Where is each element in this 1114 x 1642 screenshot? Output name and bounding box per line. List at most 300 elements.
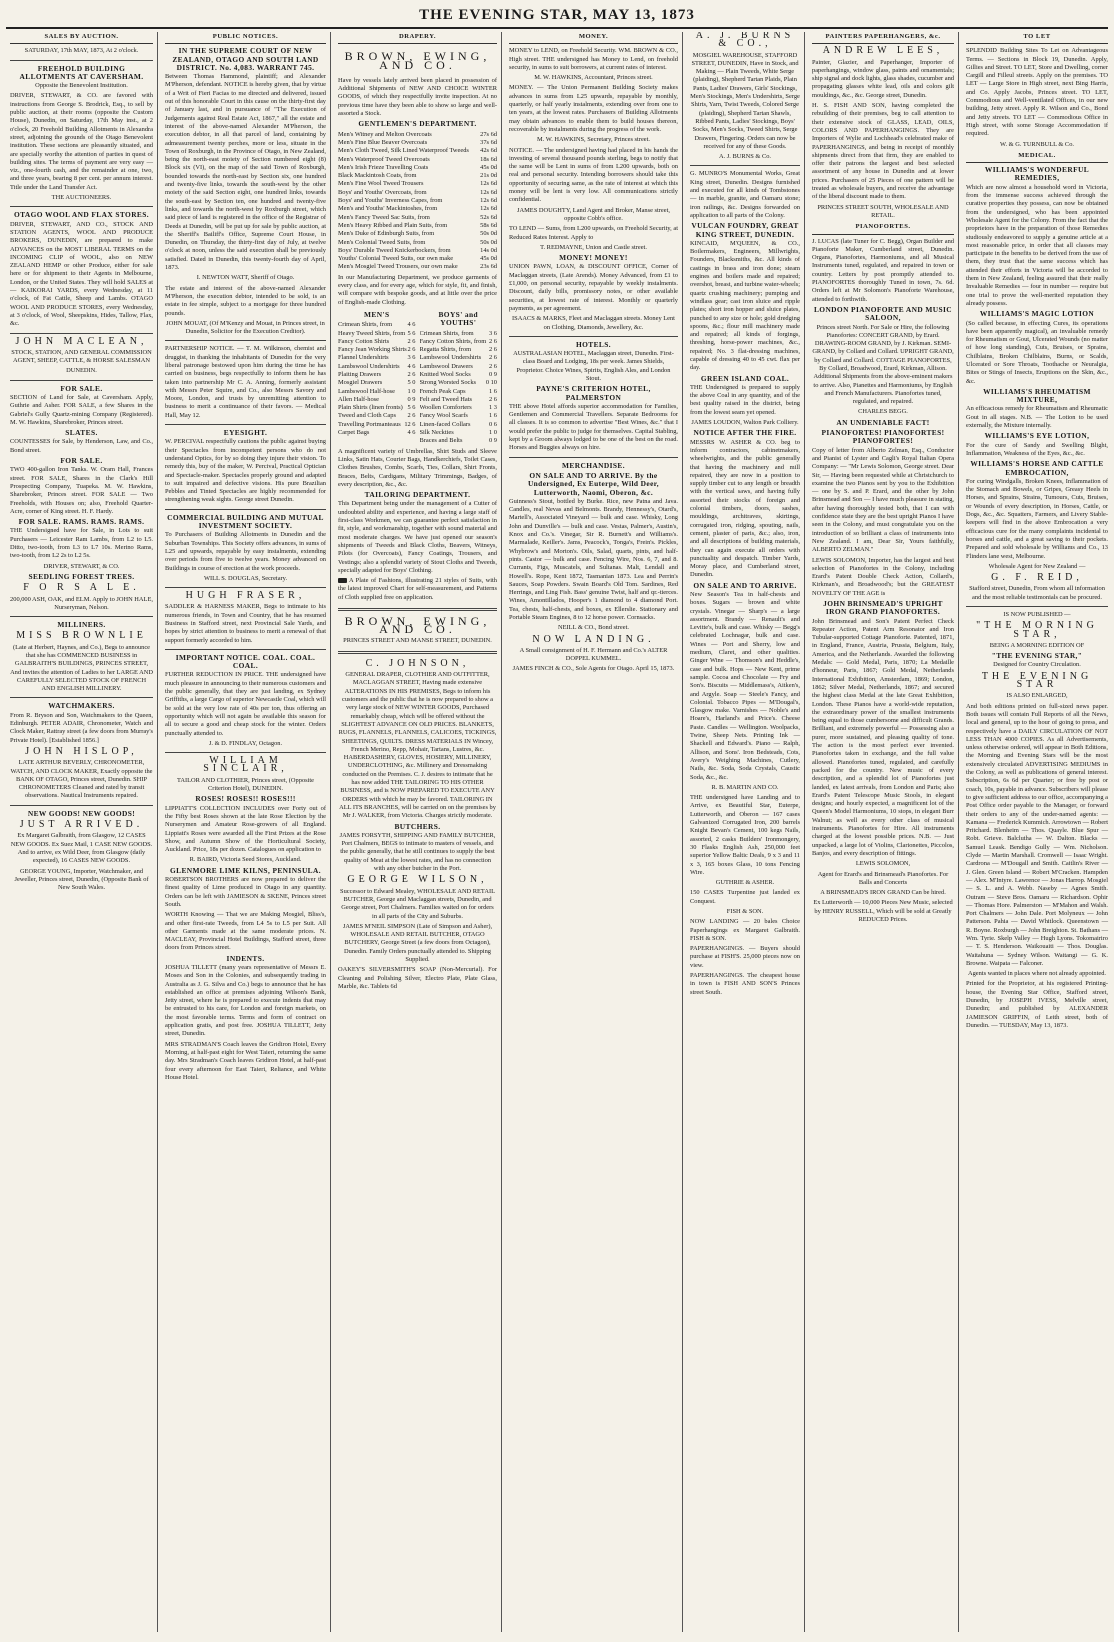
item-price: 2 6: [407, 337, 416, 345]
item-price: 14s 0d: [480, 246, 497, 254]
munro-body: G. MUNRO'S Monumental Works, Great King street, Dunedin. Designs furnished and executed for all kinds of Tombstones — in marble, granite, and Oamaru stone; iron railings, &c. Designs forwarded on application to all parts of the Colony.: [690, 170, 800, 219]
lees-body: Painter, Glazier, and Paperhanger, Importer of paperhangings, window glass, paints and ornamentals; ship signal and dock lights, glass shades, cucumber and propagating glasses white lead, oils and colors gilt mouldings, &c., &c. George street, Dunedin.: [812, 58, 954, 99]
item-label: Fancy Cotton Shirts, from: [419, 337, 487, 345]
fish-body: H. S. FISH AND SON, having completed the rebuilding of their premises, beg to call attention to their extensive stock of GLASS, LEAD, OILS, COLORS AND PAPERHANGINGS. They are Importers of Wylie and Lochhead's celebrated make of PAPERHANGINGS, and being in receipt of monthly shipments direct from that firm, they are enabled to offer their patrons the largest and best selected assortment of any house in Dunedin and at lower prices. Purchasers of 25 Pieces of one pattern will be treated as wholesale buyers, and receive the advantage of the liberal discount made to them.: [812, 102, 954, 201]
for-sale-body-2: TWO 400-gallon Iron Tanks. W. Oram Hall, Frances street. FOR SALE, Shares in the Clark's Hill Prospecting Company, Tuapeka. M. W. Hawkins, Sharebroker, Princes street. FOR SALE — Two Freeholds, with Houses on; also, Freehold Quarter-Acre, corner of King street. H. F. Hardy.: [10, 466, 153, 515]
item-label: Strong Worsted Socks: [419, 379, 477, 387]
on-sale-heading: ON SALE AND TO ARRIVE.: [693, 580, 797, 590]
price-row: [338, 172, 497, 180]
price-row: [338, 421, 416, 429]
payne-body: THE above Hotel affords superior accommodation for Families, Gentlemen and Commercial Travellers. Separate Bedrooms for all classes. It is so common to advertise "Best Wines, &c." that I would prefer the public to judge for themselves. Capital Stabling, kept by a Groom always lodged to be one of the best on the road. Horses and Buggies always on hire.: [509, 402, 678, 452]
tailoring-body: This Department being under the management of a Cutter of undoubted ability and experience, and having a large staff of first-class Workmen, we can guarantee perfect satisfaction in fit, style, and workmanship, together with sound material and most moderate charges. We have just opened our season's shipments of Tweeds and Black Cloths, Beavers, Witneys, Pilots (for Overcoats), Fancy Coatings, Trousers, and Vestings; also a splendid variety of Stout Cloths and Tweeds, specially adapted for Boys' Clothing.: [338, 500, 497, 574]
item-label: Men's Duke of Edinburgh Suits, from: [338, 230, 435, 238]
brownlie-name: MISS BROWNLIE: [16, 630, 147, 642]
column-painters: [808, 32, 959, 1632]
column-drapery: [334, 32, 502, 1632]
item-label: Men's Fine Wool Tweed Trousers: [338, 180, 424, 188]
item-price: 21s 0d: [480, 172, 497, 180]
item-price: 5 6: [407, 404, 416, 412]
eyesight-body: W. PERCIVAL respectfully cautions the public against buying their Spectacles from incompetent persons who do not understand Optics, for by so doing they injure their vision. To remedy this, buy of the maker, W. Percival, Practical Optician and Spectacle-maker. Spectacles properly ground and adapted to suit impaired and defective visions. His pure Brazilian Pebbles and Tinted Spectacles are highly recommended for strengthening weak sights. George street Dunedin.: [165, 438, 326, 504]
item-price: 0 9: [489, 370, 497, 378]
brownlie-body: (Late at Herbert, Haynes, and Co.), Begs to announce that she has COMMENCED BUSINESS in GALBRAITH'S BUILDINGS, PRINCES STREET, And invites the attention of Ladies to her LARGE AND CAREFULLY SELECTED STOCK OF FRENCH AND ENGLISH MILLINERY.: [10, 643, 153, 693]
item-price: 0 9: [407, 395, 416, 403]
maclean-name: JOHN MACLEAN,: [15, 335, 148, 347]
divider: [10, 697, 153, 698]
gents-heading: GENTLEMEN'S DEPARTMENT.: [358, 119, 477, 129]
glenmore-heading: GLENMORE LIME KILNS, PENINSULA.: [170, 865, 321, 875]
drapery-intro: Have by vessels lately arrived been placed in possession of Additional Shipments of NEW AND CHOICE WINTER GOODS, of which they respectfully invite inspection. At no previous time have they been able to show so large and well-assorted a Stock.: [338, 76, 497, 118]
price-row: [420, 338, 498, 346]
price-row: [338, 222, 497, 230]
worth-knowing: WORTH Knowing — That we are Making Mosgiel, Bliss's, and other first-rate Tweeds, from L4 5s to L5 per Suit. All other Garments made at the same moderate prices. N. MACLEAY, Provincial Hotel Buildings, Stafford street, three doors from Princes street.: [165, 911, 326, 952]
item-price: 50s 0d: [480, 238, 497, 246]
item-label: Felt and Tweed Hats: [419, 395, 473, 403]
item-price: 52s 6d: [480, 213, 497, 221]
brown-ewing-brand: BROWN, EWING, AND CO.: [344, 49, 491, 72]
price-row: [338, 139, 497, 147]
item-price: 3 6: [407, 354, 416, 362]
item-label: Fancy Jean Working Shirts: [338, 346, 407, 354]
to-let-body: SPLENDID Building Sites To Let on Advantageous Terms. — Sections in Block 19, Dunedin. Apply, Gillies and Street. TO LET, Store and Dwelling, corner Cargill and Filleul streets. Apply on the premises. TO LET — Large Store in High street, next Bing Harris, and Co. Apply Jacobs, Princes street. TO LET, Commodious and Well-ventilated Offices, in our new building, Jetty street. Apply R. Wilson and Co., Bond and Jetty streets. TO LET — Commodious Office in High street, with some Storage Accommodation if required.: [966, 47, 1108, 138]
coal-heading: IMPORTANT NOTICE. COAL. COAL. COAL.: [175, 652, 316, 671]
price-row: [338, 412, 416, 420]
price-row: [420, 421, 498, 429]
money-money-heading: MONEY! MONEY!: [559, 253, 628, 263]
divider: [10, 380, 153, 381]
item-label: French Peak Caps: [419, 387, 466, 395]
fashion-plate: [338, 577, 497, 602]
price-row: [338, 330, 416, 338]
building-heading: COMMERCIAL BUILDING AND MUTUAL INVESTMENT SOCIETY.: [167, 512, 324, 531]
maclean-town: DUNEDIN.: [66, 367, 97, 375]
mens-label: MEN'S: [364, 309, 390, 319]
payne-heading: PAYNE'S CRITERION HOTEL, PALMERSTON: [536, 384, 651, 402]
item-price: 37s 6d: [480, 138, 497, 146]
price-row: [338, 189, 497, 197]
item-label: Linen-faced Collars: [419, 420, 471, 428]
item-price: 12s 6d: [480, 205, 497, 213]
price-row: [338, 363, 416, 371]
boys-table: [420, 309, 498, 448]
medical-heading: MEDICAL.: [966, 151, 1108, 163]
item-price: 50s 0d: [480, 230, 497, 238]
sinclair-name: WILLIAM SINCLAIR,: [203, 755, 288, 775]
item-label: Heavy Tweed Shirts, from: [338, 329, 406, 337]
item-price: 0 10: [485, 379, 497, 387]
sale-date: SATURDAY, 17th MAY, 1873, At 2 o'clock.: [24, 47, 139, 55]
burns-body: MOSGIEL WAREHOUSE, STAFFORD STREET, DUNEDIN, Have in Stock, and Making — Plain Tweeds, White Serge (plaiding), Shepherd Tartan Plaids, Plain Pants, Ladies' Drawers, Girls' Stockings, Men's Stockings, Men's Undershirts, Serge Shirts, Yarn, Twist Tweeds, Colored Serge (plaiding), Shepherd Tartan Shawls, Ribbed Pants, Ladies' Stockings, Boys' Socks, Men's Socks, Tweed Shirts, Serge Drawers, Fingering. Orders can now be received for any of these Goods.: [690, 51, 800, 150]
notice-body: NOTICE. — The undersigned having had placed in his hands the investing of several thousand pounds sterling, begs to notify that the same will be Lent in sums of from L200 upwards, both on real and personal security. Intending borrowers should take this opportunity of securing same, as the rate of interest at which this money will be lent is very low. All communications strictly confidential.: [509, 146, 678, 204]
item-price: 2 6: [407, 346, 416, 354]
item-price: 3 6: [489, 329, 497, 337]
boys-price-list: [420, 330, 498, 446]
printed-imprint: Printed for the Proprietor, at his registered Printing-house, the Evening Star Office, Stafford street, Dunedin, by JOSEPH IVESS, Melville street, Dunedin; and published by ALEXANDER JAMIESON GRIFFIN, of Leith street, both of Dunedin. — TUESDAY, May 13, 1873.: [966, 980, 1108, 1029]
reid-address: Stafford street, Dunedin, From whom all information and the most reliable testimonials can be procured.: [969, 585, 1105, 601]
divider: [165, 649, 326, 650]
lotion-heading: WILLIAMS'S MAGIC LOTION: [979, 309, 1095, 319]
brinsmead-grand: A BRINSMEAD'S IRON GRAND Can be hired.: [820, 889, 946, 897]
turnbull-sign: W. & G. TURNBULL & Co.: [1000, 140, 1074, 148]
item-price: 1 0: [407, 387, 416, 395]
johnson-body: GENERAL DRAPER, CLOTHIER AND OUTFITTER, MACLAGGAN STREET, Having made extensive ALTERATIONS IN HIS PREMISES, Begs to inform his customers and the public that he is now prepared to show a very large stock of NEW WINTER GOODS, Purchased remarkably cheap, which will be offered without the SLIGHTEST ADVANCE ON OLD PRICES. BLANKETS, RUGS, FLANNELS, FLANNELS, CALICOES, TICKINGS, SHEETINGS, QUILTS. DRESS MATERIALS IN Wincey, French Merino, Repp, Mohair, Tartans, Lustres, &c. HABERDASHERY, GLOVES, HOSIERY, MILLINERY, UNDERCLOTHING, &c. Millinery and Dressmaking conducted on the Premises. C. J. desires to intimate that he has now added THE TAILORING TO HIS OTHER BUSINESS, and is NOW PREPARED TO EXECUTE ANY ORDERS with which he may be favored. TAILORING IN ALL ITS BRANCHES, will be carried on on the premises by Mr J. WALKER, from Victoria. Charges strictly moderate.: [338, 671, 497, 820]
rheumatism-heading: WILLIAMS'S RHEUMATISM MIXTURE,: [983, 386, 1091, 405]
item-price: 0 9: [489, 437, 497, 445]
burns-name: A. J. BURNS & CO.,: [695, 32, 795, 50]
price-row: [338, 263, 497, 271]
columns: [6, 32, 1108, 1632]
eye-lotion-body: For the cure of Sandy and Swelling Blight, Inflammation, Weakness of the Eyes, &c., &c.: [966, 441, 1108, 457]
item-label: Plaiting Drawers: [338, 370, 382, 378]
oakey-body: OAKEY'S SILVERSMITH'S SOAP (Non-Mercurial). For Cleaning and Polishing Silver, Electro Plate, Plate Glass, Marble, &c. Tablets 6d: [338, 966, 497, 990]
item-label: Tweed and Cloth Caps: [338, 412, 396, 420]
item-price: 12 6: [404, 420, 416, 428]
fish-sign: FISH & SON.: [726, 907, 764, 915]
section-heading: DRAPERY.: [338, 32, 497, 44]
price-row: [420, 404, 498, 412]
brown-ewing-brand-2: BROWN, EWING, AND CO.: [344, 614, 491, 637]
item-price: 45s 0d: [480, 255, 497, 263]
boys-label: BOYS' and YOUTHS': [438, 309, 479, 328]
price-row: [420, 412, 498, 420]
divider: [10, 333, 153, 334]
redmayne-sign: T. REDMAYNE, Union and Castle street.: [540, 243, 647, 251]
fact-heading: AN UNDENIABLE FACT!: [836, 417, 930, 427]
finch-sign: JAMES FINCH & CO., Sole Agents for Otago. April 15, 1873.: [512, 665, 675, 673]
item-label: Lambswool Undershirts: [419, 354, 482, 362]
item-price: 4 6: [407, 362, 416, 370]
item-price: 2 6: [489, 346, 497, 354]
paper-body: PAPERHANGINGS. — Buyers should purchase at FISH'S. 25,000 pieces now on view.: [690, 945, 800, 969]
price-row: [420, 388, 498, 396]
pianofortes-heading: PIANOFORTES.: [812, 222, 954, 234]
item-price: 1 6: [489, 387, 497, 395]
divider: [10, 616, 153, 617]
merchandise-body: Guinness's Stout, bottled by Burke. Rice, new Patna and Java. Candles, real Nevas and Belmonts. Brandy, Hennessy's, Otard's, Martell's, Associated Vineyard — bulk and case. Whisky, Long John and Dunville's — bulk and case. Vestas, Palmer's, Austin's, Knox and Co.'s. Vinegar, Sir R. Burnett's and Williams's. Marmalade, Keiller's. Jams, Peacock's, Tonga's, Frein's. Pickles, Whybrow's and Morton's. Oils, Salad, quarts, pints, and half-pints. Castor — bulk and case. Fencing Wire, Nos. 6, 7, and 8. Currants, Figs, Muscatels, and Sultanas. Malt, Lendall and Howell's. Rope, Kent 1872, Tasmanian 1873. Lea and Perrin's Sauces, Soap Powders. Swain Board's Old Tom. Sardines, Red Herrings, and Ling Fish. Bass' genuine Twist, half and qr.-tierces. Wines, Amontillados, Hooper's 1 diamond to 4 diamond Port. Tea, chests, half-chests, and boxes, ex Ellerslie. Stationary and Portable Steam Engines, 8 to 12 horse power. Cornsacks.: [509, 497, 678, 621]
arrive-heading: ON SALE AND TO ARRIVE. By the Undersigned, Ex Euterpe, Wild Deer, Lutterworth, Naomi, Oberon, &c.: [527, 470, 660, 497]
item-price: 12s 6d: [480, 188, 497, 196]
item-price: 2 6: [407, 370, 416, 378]
lucas-body: J. LUCAS (late Tuner for C. Begg), Organ Builder and Pianoforte Maker, Cumberland street, Dunedin. Organs, Pianofortes, Harmoniums, and all Musical Instruments tuned, regulated, and repaired in town or country. Letters by post promptly attended to. PIANOFORTES thoroughly Tuned in town, 7s. 6d. Orders left at Mr Solomon's Pianoforte Warehouse, attended to forthwith.: [812, 237, 954, 303]
paper2-body: PAPERHANGINGS. The cheapest house in town is FISH AND SON'S Princes street South.: [690, 972, 800, 996]
manufacturing-body: In our Manufacturing Department, we produce garments of every class, and for every age, which for style, fit, and finish, will compare with bespoke goods, and at little over the price of English-made Clothing.: [338, 273, 497, 306]
reid-name: G. F. REID,: [991, 572, 1083, 584]
court-sign: I. NEWTON WATT, Sheriff of Otago.: [196, 274, 295, 282]
just-arrived: JUST ARRIVED.: [19, 819, 144, 831]
morning-sub: BEING A MORNING EDITION OF: [989, 641, 1085, 649]
horse-body: For curing Windgalls, Broken Knees, Inflammation of the Stomach and Bowels, or Gripes, Greasy Heels in Horses, and Sprains, Strains, Tumours, Cuts, Bruises, or Wounds of every description, in Horses, Cattle, or Dogs, &c., &c. Squatters, Farmers, and Livery Stable-keepers will find in the above Embrocation a very efficacious cure for the many complaints incidental to horses and cattle, and a great saving to their pockets. Prepared and sold wholesale by Williams and Co., 13 Flinders lane west, Melbourne.: [966, 477, 1108, 560]
horse-heading: WILLIAMS'S HORSE AND CATTLE EMBROCATION,: [970, 459, 1104, 477]
item-price: 18s 6d: [480, 155, 497, 163]
price-row: [338, 247, 497, 255]
burns-sign: A. J. BURNS & Co.: [718, 153, 772, 161]
divider: [10, 206, 153, 207]
item-label: Men's Witney and Melton Overcoats: [338, 130, 432, 138]
morning-star-title: "THE MORNING STAR,: [976, 620, 1098, 640]
item-price: 2 6: [489, 337, 497, 345]
rams-body: THE Undersigned have for Sale, in Lots to suit Purchasers — Leicester Ram Lambs, from L2 to L5. Ditto, two-tooth, from L3 to L7 10s. Merino Rams, two-tooth, from L2 2s to L2 5s.: [10, 527, 153, 560]
saloon-body: Princes street North. For Sale or Hire, the following Pianofortes: CONCERT GRAND, by Erard. DRAWING-ROOM GRAND, by J. Kirkman. SEMI-GRAND, by Collard and Collard. UPRIGHT GRAND, by Collard and Collard. COTTAGE PIANOFORTES, By Collard, Broadwood, Erard, Kirkman, Allison. Additional Shipments from the above-eminent makers to arrive. Also, Pianettes and Harmoniums, by English and French Manufacturers. Pianofortes tuned, regulated, and repaired.: [812, 323, 954, 406]
item-price: 23s 6d: [480, 263, 497, 271]
evening-star-title-2: THE EVENING STAR: [981, 670, 1093, 691]
vulcan-name: VULCAN FOUNDRY, GREAT KING STREET, DUNEDIN.: [691, 221, 799, 239]
building-body: To Purchasers of Building Allotments in Dunedin and the Suburban Townships. This Society offers advances, in sums of L25 and upwards, repayable by easy instalments, extending over periods from five to twelve years. Money advanced on Buildings in course of erection at the work proceeds.: [165, 531, 326, 572]
item-price: 1 0: [489, 429, 497, 437]
item-label: Allen Half-hose: [338, 395, 379, 403]
price-row: [338, 429, 416, 437]
item-label: Lambswool Drawers: [419, 362, 473, 370]
column-sales-by-auction: [6, 32, 158, 1632]
column-public-notices: [161, 32, 331, 1632]
trees-body: 200,000 ASH, OAK, and ELM. Apply to JOHN HALE, Nurseryman, Nelson.: [10, 595, 153, 611]
tailoring-heading: TAILORING DEPARTMENT.: [364, 490, 471, 500]
item-price: 5 6: [407, 329, 416, 337]
on-sale-body: New Season's Tea in half-chests and boxes. Sugars — brown and white crystals. Vinegar — Sharp's — a large assortment. Brandy — Renault's and Levitte's, bulk and case. Whisky — Begg's celebrated Lochnagar, bulk and case. Wines — Port and Sherry, low and medium, Claret, and other qualities. Ginger Wine — Thomson's and Heddle's, case and bulk. Hops — New Kent, prime sample. Cocoa and Chocolate — Fry and Son's. Biscuits — Middlemass's, Aitken's, and Argyle. Soap — Steele's Fancy, and Colonial. Tobacco Pipes — M'Dougal's, Glasgow make. Varnishes — Noble's and Hoare's, Harland's and Price's. Cheese Paste. Candles — Wellington. Woolpacks, Twine, Sheep Nets. Printing Ink — Shackell and Edward's. Piano — Ralph, Allison, and Sons'. Iron Bedsteads, Cots, Avery's Weighing Machines, Cutlery, Nails, &c. Soda, Soda Crystals, Caustic Soda, &c., &c.: [690, 591, 800, 781]
item-price: 5 0: [407, 379, 416, 387]
trees-big: F O R S A L E.: [23, 582, 140, 594]
landing2-body: THE undersigned have Landing and to Arrive, ex Beautiful Star, Euterpe, Lutterworth, and Oberon — 167 cases Galvanized Corrugated Iron, 200 barrels Knight Bevan's Cement, 100 kegs Nails, assorted, 2 casks Builders' Ironmongery, 30 Flasks English Ash, 250,000 feet superior Yellow Baltic Deals, 9 x 3 and 11 x 3, 165 boxes Glass, 10 tons Fencing Wire.: [690, 794, 800, 876]
johnson-name: C. JOHNSON,: [365, 657, 470, 669]
item-label: Men's Fine Blue Beaver Overcoats: [338, 138, 428, 146]
item-price: 2 6: [407, 412, 416, 420]
item-price: 27s 6d: [480, 130, 497, 138]
column-to-let: [962, 32, 1112, 1632]
lutterworth-music: Ex Lutterworth — 10,000 Pieces New Music, selected by HENRY RUSSELL, Which will be sold at Greatly REDUCED Prices.: [813, 899, 953, 923]
item-label: Men's Irish Frieze Travelling Coats: [338, 163, 429, 171]
zelman-letter: Copy of letter from Alberto Zelman, Esq., Conductor and Pianist of Lyster and Cagli's Royal Italian Opera Company: — "Mr Lewis Solomon, George street. Dear Sir, — Having been requested while at Christchurch to examine the two Pianos sent by you to the Exhibition — one by S. and P. Erard, and the other by John Brinsmead and Son — I have much pleasure in stating, after having thoroughly tested both, that I can with confidence state they are the best upright Pianos I have seen in the Colony, and must congratulate you on the introduction of so brilliant a class of instruments into New Zealand. I am, Dear Sir, Yours faithfully, ALBERTO ZELMAN.": [812, 446, 954, 554]
item-label: Crimean Shirts, from: [338, 321, 393, 329]
new-goods-heading: NEW GOODS! NEW GOODS!: [27, 808, 136, 818]
eye-lotion-heading: WILLIAMS'S EYE LOTION,: [984, 431, 1090, 441]
fire-heading: NOTICE AFTER THE FIRE.: [693, 428, 797, 438]
sale-title: FREEHOLD BUILDING ALLOTMENTS AT CAVERSHAM.: [19, 63, 144, 81]
isaacs-body: ISAACS & MARKS, Fleet and Maclaggan streets. Money Lent on Clothing, Diamonds, Jewellery, &c.: [512, 315, 675, 331]
section-heading: MONEY.: [509, 32, 678, 44]
solomon-sign: LEWIS SOLOMON,: [855, 860, 911, 868]
forsyth-body: JAMES FORSYTH, SHIPPING AND FAMILY BUTCHER, Port Chalmers, BEGS to intimate to masters of vessels, and the public generally, that he still continues to supply the best quality of Meat at the lowest rates, and has no connection with any other butcher in the Port.: [339, 831, 496, 873]
price-row: [420, 330, 498, 338]
lend-body: TO LEND — Sums, from L200 upwards, on Freehold Security, at Reduced Rates Interest. Apply to: [509, 225, 678, 241]
item-label: Regatta Shirts, from: [419, 346, 472, 354]
price-row: [338, 156, 497, 164]
item-label: Boys' and Youths' Inverness Capes, from: [338, 197, 443, 205]
price-row: [420, 354, 498, 362]
coal-sign: J. & D. FINDLAY, Octagon.: [208, 739, 283, 747]
turpentine-body: 150 CASES Turpentine just landed ex Conquest.: [690, 889, 800, 905]
lees-name: ANDREW LEES,: [822, 45, 944, 57]
lotion-body: (So called because, in effecting Cures, its operations have been apparently magical), an invaluable remedy for Rheumatism or Gout, Ulcerated Wounds (no matter of how long standing), Cuts, Bruises, or Sprains, Chilblains, Broken Chilblains, Burns, or Scalds, Ulcerated or Sore Throats, Toothache or Neuralgia, Bites or Stings of Insects, Eruptions on the Skin, &c., &c.: [966, 319, 1108, 385]
price-row: [420, 371, 498, 379]
fraser-name: HUGH FRASER,: [185, 590, 306, 602]
money-sign: M. W. HAWKINS, Accountant, Princes street.: [534, 74, 653, 82]
item-label: Plain Shirts (linen fronts): [338, 404, 403, 412]
price-row: [338, 346, 416, 354]
mouat-sign: JOHN MOUAT, (Of M'Kenzy and Mouat, in Princes street, in Dunedin, Solicitor for the Execution Creditor).: [166, 319, 325, 336]
price-row: [338, 379, 416, 387]
price-row: [338, 180, 497, 188]
hislop-body: LATE ARTHUR BEVERLY, CHRONOMETER, WATCH, AND CLOCK MAKER, Exactly opposite the BANK OF OTAGO, Princes street, Dunedin. SHIP CHRONOMETERS Cleaned and rated by transit observations. Nautical Instruments repaired.: [10, 759, 153, 800]
green-island-heading: GREEN ISLAND COAL.: [700, 373, 790, 383]
column-money: [505, 32, 683, 1632]
loudon-sign: JAMES LOUDON, Walton Park Colliery.: [691, 419, 799, 427]
item-label: Crimean Shirts, from: [419, 329, 474, 337]
partnership-notice: PARTNERSHIP NOTICE. — T. M. Wilkinson, chemist and druggist, in thanking the inhabitants of Dunedin for the very liberal patronage bestowed upon him during the time he has carried on business, begs respectfully to inform them he has taken into partnership Mr C. A. Anning, formerly assistant with Messrs Peter Squire, and Co., also Messrs Savory and Moore, London, and trusts by unremitting attention to business to merit a continuance of their favors. — Medical Hall, May 12.: [165, 345, 326, 419]
divider: [690, 165, 800, 166]
wool-title: OTAGO WOOL AND FLAX STORES.: [13, 210, 150, 220]
doughty-sign: JAMES DOUGHTY, Land Agent and Broker, Manse street, opposite Cobb's office.: [517, 206, 670, 222]
price-row: [338, 131, 497, 139]
building-sign: WILL S. DOUGLAS, Secretary.: [203, 574, 288, 582]
item-price: 1 6: [489, 412, 497, 420]
item-price: 2 6: [489, 362, 497, 370]
item-label: Men's Fancy Tweed Sac Suits, from: [338, 213, 430, 221]
price-row: [420, 396, 498, 404]
divider: [509, 336, 678, 337]
item-label: Travelling Portmanteaus: [338, 420, 401, 428]
item-price: 0 6: [489, 420, 497, 428]
sinclair-body: TAILOR AND CLOTHIER, Princes street, (Opposite Criterion Hotel), DUNEDIN.: [176, 776, 315, 793]
wilson-body: Successor to Edward Mealey, WHOLESALE AND RETAIL BUTCHER, George and Maclaggan streets, Dunedin, and George street, Port Chalmers. Families waited on for orders in all parts of the City and Suburbs.: [340, 887, 495, 920]
saloon-heading: LONDON PIANOFORTE AND MUSIC SALOON,: [813, 304, 953, 323]
item-label: Black Mackintosh Coats, from: [338, 172, 417, 180]
price-row: [420, 363, 498, 371]
for-sale-body: SECTION of Land for Sale, at Caversham. Apply, Guthrie and Asher. FOR SALE, a few Shares in the Gabriel's Gully Quartz-mining Company (Registered). M. W. Hawkins, Sharebroker, Princes street.: [10, 393, 153, 426]
price-row: [338, 321, 416, 329]
union-body: MONEY. — The Union Permanent Building Society makes advances in sums from L25 upwards, repayable by monthly, quarterly, or half yearly instalments, extending over from one to ten years, at the lowest rates. Purchasers of Building Allotments may obtain advances to enable them to build houses thereon, recoverable by instalments during the progress of the work.: [509, 84, 678, 133]
fire-body: MESSRS W. ASHER & CO. beg to inform contractors, cabinetmakers, wheelwrights, and the public generally that having the machinery and mill repaired, they are now in a position to supply timber cut to any length or breadth with the vertical saws, and having fully assorted their stocks of foreign and colonial timbers, doors, sashes, mouldings, architraves, skirtings, corrugated iron, ridging, spouting, nails, cement, plaster of paris, &c.; also, iron, and all descriptions of building materials, they can again execute all orders with punctuality and despatch. Timber Yards, Moray place, and Cumberland street, Dunedin.: [690, 438, 800, 579]
item-price: 42s 6d: [480, 147, 497, 155]
item-label: Lambswool Undershirts: [338, 362, 400, 370]
item-price: 2 6: [489, 395, 497, 403]
divider: [165, 340, 326, 341]
mneil-body: JAMES M'NEIL SIMPSON (Late of Simpson and Asher), WHOLESALE AND RETAIL BUTCHER, OTAGO BUTCHERY, George Street (a few doors from Octagon), Dunedin. Family Orders punctually attended to. Shipping Supplied.: [342, 922, 493, 963]
solomon-agent: Agent for Erard's and Brinsmead's Pianofortes. For Balls and Concerts: [817, 870, 949, 886]
price-row: [338, 164, 497, 172]
price-row: [420, 346, 498, 354]
court-body: Between Thomas Hammond, plaintiff; and Alexander M'Pherson, defendant. NOTICE is hereby given, that by virtue of a Writ of Fieri Facias to me directed and delivered, issued out of this honorable Court in this cause on the thirty-first day of January last, and in pursuance of "The Execution of Judgements against Real Estate Act, 1867," all the estate and interest of the above-named Alexander M'Pherson, the execution debtor, in all that parcel of land, containing by admeasurement twenty perches, more or less, situate in the Town of Roxburgh, in the Province of Otago, in New Zealand, being the north-east moiety of Section numbered eight (8) Block six (VI), on the map of the said Town of Roxburgh, bounded towards the north-east by Section six, one hundred and twenty-five links, towards the south-west by the other moiety of the said Section eight, one hundred links, towards the south-east by Section ten, one hundred and twenty-five links, and towards the north-west by Roxburgh street, which said piece of land is registered in the office of the Registrar of Deeds at Dunedin, will be put up for sale by public auction, at the Sheriff's Bailiff's Office, Supreme Court House, in Dunedin, on Thursday, the thirty-first day of July, at twelve o'clock at noon, unless the said execution shall be previously satisfied. Dated in Dunedin, this twenty-fourth day of April, 1873.: [165, 73, 326, 272]
maclean-body: STOCK, STATION, AND GENERAL COMMISSION AGENT, SHEEP, CATTLE, & HORSE SALESMAN: [11, 348, 152, 365]
divider: [10, 805, 153, 806]
auctioneers-sign: THE AUCTIONEERS.: [51, 194, 112, 202]
divider: [165, 752, 326, 753]
published-label: IS NOW PUBLISHED —: [1003, 611, 1071, 618]
price-row: [338, 404, 416, 412]
umbrella-body: A magnificent variety of Umbrellas, Shirt Studs and Sleeve Links, Satin Hats, Courier Bags, Handkerchiefs, Toilet Cases, Clothes Brushes, Combs, Scarfs, Ties, Collars, Shirt Fronts, Braces, Belts, Cardigans, Military Trimmings, Badges, of every description, &c., &c.: [338, 447, 497, 488]
watchmakers-body: From R. Bryson and Son, Watchmakers to the Queen, Edinburgh. PETER ADAIR, Chronometer, Watch and Clock Maker, Rattray street (a few doors from Murray's Private Hotel). [Established 1856.]: [10, 711, 153, 744]
pianofortes-banner: PIANOFORTES! PIANOFORTES! PIANOFORTES!: [821, 428, 945, 446]
landing-body: A Small consignment of H. F. Hermann and Co.'s ALTER DOPPEL KUMMEL.: [519, 646, 668, 663]
rheumatism-body: An efficacious remedy for Rheumatism and Rheumatic Gout in all stages. N.B. — The Lotion to be used externally, the Mixture internally.: [966, 405, 1108, 430]
item-label: Men's and Youths' Mackintoshes, from: [338, 205, 438, 213]
wilson-name: GEORGE WILSON,: [347, 874, 488, 886]
hislop-name: JOHN HISLOP,: [25, 745, 138, 757]
item-label: Woollen Comforters: [419, 404, 472, 412]
divider: [509, 457, 678, 458]
trees-heading: SEEDLING FOREST TREES.: [28, 571, 135, 581]
item-price: 1 3: [489, 404, 497, 412]
martin-sign: R. B. MARTIN AND CO.: [711, 783, 779, 791]
price-row: [338, 371, 416, 379]
slates-heading: SLATES.: [65, 428, 98, 438]
item-label: Youths' Colonial Tweed Suits, our own make: [338, 255, 454, 263]
divider: [165, 424, 326, 425]
print-body: And both editions printed on full-sized news paper. Both issues will contain Full Reports of all the News, local and general, up to the hour of going to press, and respectively have a DAILY CIRCULATION OF NOT LESS THAN 4000 COPIES. As all Advertisements, unless otherwise ordered, will appear in Both Editions, the Morning and Evening Stars will be the most extensively circulated ADVERTISING MEDIUMS in the Colony, as well as publications of general interest. Subscription, 6s 6d per Quarter; or free by post or coach, 10s, payable in advance. Subscribers will please to give sufficient address to our office, accompanying a Post Office order payable to the Manager, or forward their orders to any of the under-named agents: — Kamana — Frederick Kummich. Arrowtown — Robert Pritchard. Blenheim — Thos. Quayle. Blue Spur — Robt. Grieve. Balclutha — W. Dalton. Blacks — Samuel Leask. Bendigo Gully — Wm. Nicholson. Clyde — Martin Marshall. Cromwell — Isaac Wright. Cardrona — M'Dougall and Smith. Caitlin's River — J. Glen. Green Island — Robert M'Cracken. Hampden — Alex. M'Intyre. Lawrence — Jonas Harrop. Mosgiel — S. L. and A. Webb. Naseby — Agnes Smith. Outram — Steve Bros. Oamaru — Richardson. Ophir — Thomas Hore. Palmerston — M'Mahon and Walsh. Port Chalmers — John Dale. Port Molyneux — John Patterson. Pahia — David Whitlock. Queenstown — R. Boyne. Roxburgh — John Breighton. St. Bathans — Wm. Tyrie. Skelp Valley — Hugh Lyons. Tokomairiro — T. S. Henderson. Waikouaiti — Thos. Douglas. Waitahuna — Sydney Wilson. Waitangi — G. K. Browne. Waipata — Falconer.: [966, 702, 1108, 967]
price-row: [338, 214, 497, 222]
stradman-coach: MRS STRADMAN'S Coach leaves the Gridiron Hotel, Every Morning, at half-past eight for West Taieri, returning the same day. Mrs Stradman's Coach leaves Gridiron Hotel, at half-past four every afternoon for East Taieri, Reliance, and White House Hotel.: [165, 1040, 326, 1081]
agent-label: Wholesale Agent for New Zealand —: [988, 562, 1086, 570]
price-row: [338, 197, 497, 205]
item-label: Carpet Bags: [338, 429, 370, 437]
item-label: Braces and Belts: [419, 437, 463, 445]
item-label: Men's Waterproof Tweed Overcoats: [338, 155, 430, 163]
price-row: [338, 396, 416, 404]
enlarged-label: IS ALSO ENLARGED,: [1006, 692, 1068, 700]
item-label: Boys' Durable Tweed Knickerbockers, from: [338, 246, 451, 254]
rams-heading: FOR SALE. RAMS. RAMS. RAMS.: [18, 517, 145, 527]
divider: [966, 606, 1108, 607]
item-price: 45s 0d: [480, 163, 497, 171]
price-row: [338, 147, 497, 155]
union-sign: M. W. HAWKINS, Secretary, Princes street.: [536, 136, 650, 144]
price-row: [338, 205, 497, 213]
young-sign: GEORGE YOUNG, Importer, Watchmaker, and Jeweller, Princes street, Dunedin, (Opposite Bank of New South Wales.: [14, 867, 149, 892]
item-label: Men's Colonial Tweed Suits, from: [338, 238, 426, 246]
divider: [10, 60, 153, 61]
section-heading: PAINTERS PAPERHANGERS, &c.: [812, 32, 954, 44]
divider: [338, 651, 497, 654]
item-label: Boys' and Youths' Overcoats, from: [338, 188, 427, 196]
guthrie-sign: GUTHRIE & ASHER.: [715, 879, 775, 887]
divider: [338, 608, 497, 611]
masthead: THE EVENING STAR, MAY 13, 1873: [6, 6, 1108, 29]
pointing-hand-icon: [338, 578, 347, 583]
butchers-heading: BUTCHERS.: [394, 821, 441, 831]
column-merchandise: [686, 32, 805, 1632]
price-row: [338, 388, 416, 396]
gents-price-list: [338, 131, 497, 272]
item-price: 58s 6d: [480, 221, 497, 229]
item-price: 4 6: [407, 429, 416, 437]
item-price: 12s 6d: [480, 197, 497, 205]
price-tables: [338, 309, 497, 448]
mens-table: [338, 309, 416, 448]
divider: [165, 509, 326, 510]
price-row: [420, 379, 498, 387]
indents-heading: INDENTS.: [226, 953, 265, 963]
merchandise-heading: MERCHANDISE.: [562, 460, 625, 470]
indents-body: JOSHUA TILLETT (many years representative of Messrs E. Moses and Son in the Colonies, and subsequently trading in Australia as J. G. Silva and Co.) begs to announce that he has established an office at premises adjoining Wilson's Bank, Jetty street, where he is prepared to execute indents that may be entrusted to his care, for London and foreign markets, on the most favorable terms. Terms and form of contract on application gratis, and post free. JOSHUA TILLETT, Jetty street, Dunedin.: [165, 963, 326, 1038]
mens-price-list: [338, 321, 416, 437]
roses-heading: ROSES! ROSES!! ROSES!!!: [195, 794, 296, 804]
for-sale-heading-2: FOR SALE.: [60, 456, 103, 466]
item-price: 4 6: [407, 321, 416, 329]
australasian-body: AUSTRALASIAN HOTEL, Maclaggan street, Dunedin. First-class Board and Lodging, 18s per week. James Shields, Proprietor. Choice Wines, Spirits, English Ales, and London Stout.: [513, 350, 674, 382]
section-heading: SALES BY AUCTION.: [10, 32, 153, 44]
neill-sign: NEILL & CO., Bond street.: [558, 624, 629, 632]
item-label: Knitted Wool Socks: [419, 370, 471, 378]
item-label: Fancy Cotton Shirts: [338, 337, 390, 345]
section-heading: TO LET: [966, 32, 1108, 44]
solomon-body: LEWIS SOLOMON, Importer, has the largest and best selection of Pianofortes in the Colony, including Erard's Patent Double Check Action, Collard's, Kirkman's, and Broadwood's; but the GREATEST NOVELTY OF THE AGE is: [812, 556, 954, 597]
section-heading: PUBLIC NOTICES.: [165, 32, 326, 44]
glenmore-body: ROBERTSON BROTHERS are now prepared to deliver the finest quality of Lime produced in Otago in any quantity. Orders can be left with JAMIESON & SKENE, Princes street South.: [165, 876, 326, 908]
item-label: Fancy Wool Scarfs: [419, 412, 468, 420]
vulcan-body: KINCAID, M'QUEEN, & CO., Boilermakers, Engineers, Millwrights, Founders, Blacksmiths, &c. All kinds of castings in brass and iron done; steam engines and boilers made and repaired; overshot, breast, and turbine water-wheels; quartz crushing machinery; pumping and windlass gear; cast iron sluice and ripple plates; short iron hopper and sluice plates, punched to any size or hole; gold dredging spoons, &c.; flour mill machinery made and repaired; all kinds of forgings, threshing, horse-power machines, &c., repaired; No. 3 flat-dressing machines, capable of dressing 40 to 45 cwt. flax per day.: [690, 239, 800, 372]
price-row: [338, 255, 497, 263]
item-label: Silk Neckties: [419, 429, 454, 437]
court-body-2: The estate and interest of the above-named Alexander M'Pherson, the execution debtor, intended to be sold, is an estate in fee simple, subject to a mortgage for three hundred pounds.: [165, 284, 326, 317]
item-label: Mosgiel Drawers: [338, 379, 383, 387]
roses-body: LIPPIATT'S COLLECTION INCLUDES over Forty out of the Fifty best Roses shown at the late Rose Election by the Nurserymen and Amateur Rose-growers of all England. Lippiatt's Roses were awarded all the First Prizes at the Rose Show, and Autumn Show of the Horticultural Society, Auckland. Price, 18s per dozen. Catalogues on application to: [165, 804, 326, 854]
